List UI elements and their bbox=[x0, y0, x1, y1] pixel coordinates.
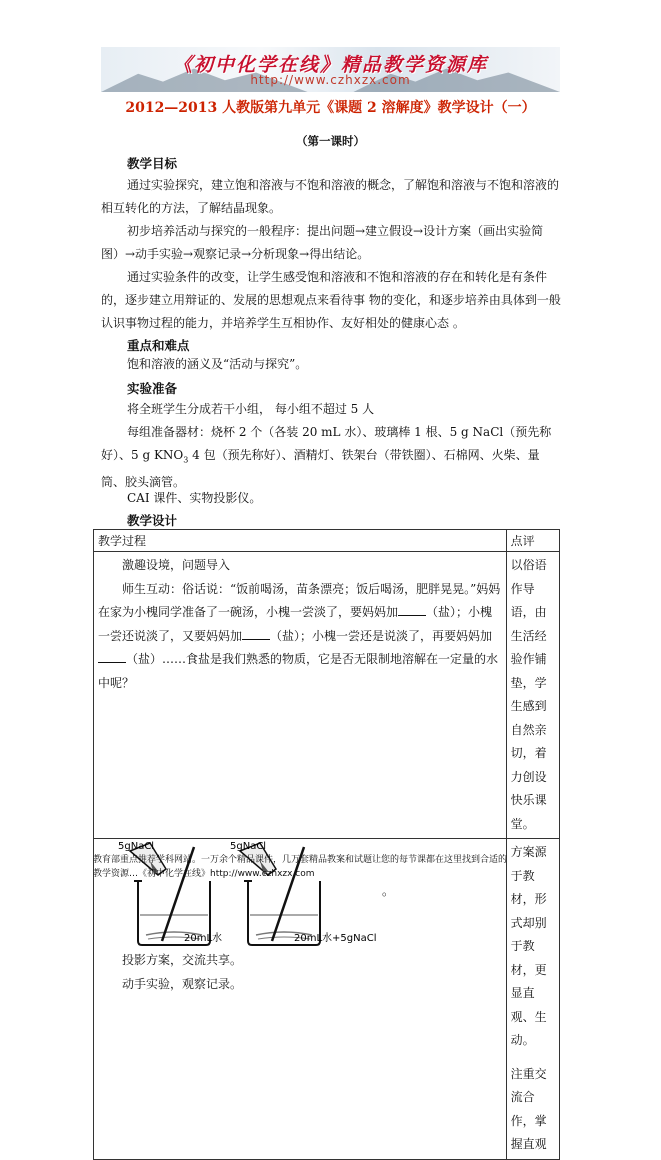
blank-1 bbox=[398, 603, 426, 616]
heading-goals: 教学目标 bbox=[127, 156, 178, 171]
table-header-row bbox=[94, 530, 560, 552]
comment-cell-1 bbox=[506, 552, 559, 839]
fig-dot: 。 bbox=[382, 884, 395, 898]
fig-caption-left: 20mL水 bbox=[184, 933, 223, 944]
key-paragraph: 饱和溶液的涵义及“活动与探究”。 bbox=[127, 357, 308, 371]
table-row bbox=[94, 839, 560, 1160]
footer-line-2: 教学资源…《初中化学在线》http://www.czhxzx.com bbox=[93, 869, 315, 879]
blank-3 bbox=[98, 650, 126, 663]
blank-2 bbox=[242, 627, 270, 640]
banner-title: 《初中化学在线》精品教学资源库 bbox=[172, 54, 488, 76]
heading-preparation: 实验准备 bbox=[127, 381, 178, 396]
goals-paragraph-2: 初步培养活动与探究的一般程序：提出问题→建立假设→设计方案（画出实验简图）→动手实验→观察记录→分析现象→得出结论。 bbox=[101, 224, 544, 261]
header-banner bbox=[101, 47, 560, 92]
heading-key-points: 重点和难点 bbox=[127, 338, 190, 353]
process-cell-2 bbox=[94, 839, 507, 1160]
goals-paragraph-1: 通过实验探究，建立饱和溶液与不饱和溶液的概念，了解饱和溶液与不饱和溶液的相互转化的方法，了解结晶现象。 bbox=[101, 178, 560, 215]
fig-label-left: 5gNaCl bbox=[118, 841, 155, 852]
process-experiment: 动手实验，观察记录。 bbox=[122, 976, 243, 991]
process-story: 师生互动：俗话说：“饭前喝汤，苗条漂亮；饭后喝汤，肥胖晃晃。”妈妈在家为小槐同学准备了一碗汤，小槐一尝淡了，要妈妈加 （盐）；小槐一尝还说淡了，又要妈妈加 （盐）；小槐一尝还是说淡了，再要妈妈加（盐）……食盐是我们熟悉的物质，它是否无限制地溶解在一定量的水中呢？ bbox=[98, 581, 501, 690]
comment-cell-2 bbox=[506, 839, 559, 1160]
fig-label-right: 5gNaCl bbox=[230, 841, 267, 852]
teaching-design-table bbox=[93, 529, 560, 1160]
document-title: 2012—2013 人教版第九单元《课题 2 溶解度》教学设计（一） bbox=[125, 100, 536, 116]
prep-paragraph-3: CAI 课件、实物投影仪。 bbox=[127, 491, 262, 505]
process-projection: 投影方案，交流共享。 bbox=[122, 953, 243, 967]
heading-design: 教学设计 bbox=[127, 513, 178, 528]
col-header-process: 教学过程 bbox=[94, 530, 507, 552]
process-intro: 激趣设境，问题导入 bbox=[122, 558, 231, 572]
goals-paragraph-3: 通过实验条件的改变，让学生感受饱和溶液和不饱和溶液的存在和转化是有条件的，逐步建立用辩证的、发展的思想观点来看待事 物的变化，和逐步培养由具体到一般认识事物过程的能力，并培养学生互相协作、友好相处的健康心态 。 bbox=[101, 270, 561, 330]
comment-2: 方案源于教材，形式却别于教材，更显直观、生动。 bbox=[510, 845, 547, 1047]
prep-paragraph-1: 将全班学生分成若干小组， 每小组不超过 5 人 bbox=[127, 402, 375, 416]
page-footer bbox=[93, 853, 573, 881]
fig-caption-right: 20mL水+5gNaCl bbox=[294, 933, 377, 944]
comment-1: 以俗语作导语，由生活经验作铺垫，学生感到自然亲切，着力创设快乐课堂。 bbox=[510, 558, 547, 831]
comment-3: 注重交流合作，掌握直观 bbox=[510, 1066, 547, 1151]
banner-url[interactable]: http://www.czhxzx.com bbox=[250, 73, 411, 87]
col-header-comment: 点评 bbox=[506, 530, 559, 552]
footer-line-1: 教育部重点推荐学科网站。一万余个精品课件，几万套精品教案和试题让您的每节课都在这里找到合适的 bbox=[93, 855, 508, 865]
prep-paragraph-2: 每组准备器材：烧杯 2 个（各装 20 mL 水）、玻璃棒 1 根、5 g NaCl（预先称好）、5 g $KNO_3$ 4 包（预先称好）、酒精灯、铁架台（带铁圈）、石棉网、火柴、量筒、胶头滴管。 bbox=[101, 425, 552, 490]
lesson-subtitle: （第一课时） bbox=[296, 134, 365, 148]
process-cell-1 bbox=[94, 552, 507, 839]
table-row bbox=[94, 552, 560, 839]
